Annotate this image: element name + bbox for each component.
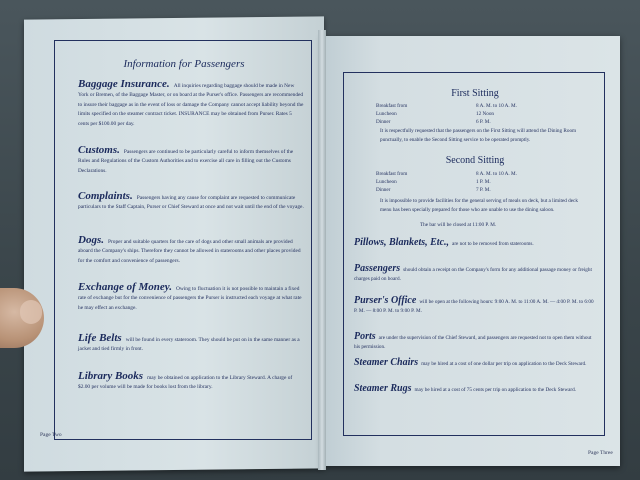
second-sitting-note: It is impossible to provide facilities for the general serving of meals on deck, but a limited deck menu has been specially prepared for those who are unable to use the dining saloon.	[380, 198, 578, 213]
section-baggage-insurance	[78, 80, 304, 129]
section-steamer-rugs	[354, 384, 594, 395]
second-sitting-value: 1 P. M.	[476, 179, 491, 185]
section-text: will be found in every stateroom. They should be put on in the same manner as a jacket and tied firmly in front.	[78, 337, 300, 353]
first-sitting-value: 8 A. M. to 10 A. M.	[476, 103, 517, 109]
section-text: Proper and suitable quarters for the care of dogs and other small animals are provided aboard the Company's ships. Therefore they cannot be allowed in staterooms and other places provided for the comfort and convenience of passengers.	[78, 239, 301, 264]
first-sitting-value: 12 Noon	[476, 111, 495, 117]
section-heading: Baggage Insurance.	[78, 78, 170, 90]
right-page-number: Page Three	[588, 450, 613, 456]
thumbnail-highlight	[20, 300, 42, 324]
section-customs	[78, 146, 304, 176]
section-exchange-of-money	[78, 283, 304, 313]
section-pillows-blankets	[354, 238, 594, 249]
first-sitting-value: 6 P. M.	[476, 119, 491, 125]
section-life-belts	[78, 334, 304, 355]
bar-closing-note: The bar will be closed at 11:00 P. M.	[420, 222, 497, 228]
section-text: are not to be removed from staterooms.	[452, 241, 534, 247]
section-heading: Library Books	[78, 370, 144, 382]
section-heading: Dogs.	[78, 234, 104, 246]
section-heading: Steamer Chairs	[354, 357, 419, 368]
section-heading: Customs.	[78, 144, 120, 156]
first-sitting-label: Breakfast from	[376, 103, 408, 109]
section-library-books	[78, 372, 304, 393]
second-sitting-value: 7 P. M.	[476, 187, 491, 193]
section-text: Passengers are continued to be particularly careful to inform themselves of the Rules and Regulations of the Custom Authorities and to exercise all care in filling out the Customs Declarations.	[78, 149, 294, 174]
section-text: are under the supervision of the Chief Steward, and passengers are requested not to open them without his permission.	[354, 335, 592, 350]
section-pursers-office	[354, 296, 594, 316]
section-text: may be hired at a cost of 75 cents per trip on application to the Deck Steward.	[414, 387, 576, 393]
first-sitting-note: It is respectfully requested that the passengers on the First Sitting will attend the Dining Room punctually, to enable the Second Sitting service to be operated promptly.	[380, 128, 577, 143]
section-dogs	[78, 236, 304, 266]
second-sitting-label: Dinner	[376, 187, 391, 193]
first-sitting-title: First Sitting	[451, 88, 499, 99]
section-text: may be obtained on application to the Library Steward. A charge of $2.00 per volume will be made for books lost from the library.	[78, 375, 293, 391]
second-sitting-label: Breakfast from	[376, 171, 408, 177]
second-sitting-value: 8 A. M. to 10 A. M.	[476, 171, 517, 177]
book-spine	[318, 30, 326, 470]
section-heading: Pillows, Blankets, Etc.,	[354, 237, 450, 248]
section-text: will be open at the following hours: 9:00 A. M. to 11:00 A. M. — 4:00 P. M. to 6:00 P. M. — 8:00 P. M. to 9:00 P. M.	[354, 299, 594, 314]
first-sitting-label: Dinner	[376, 119, 391, 125]
second-sitting-title: Second Sitting	[445, 155, 505, 166]
left-page-number: Page Two	[40, 432, 62, 438]
second-sitting-label: Luncheon	[376, 179, 397, 185]
section-text: should obtain a receipt on the Company's form for any additional passage money or freight charges paid on board.	[354, 267, 592, 282]
section-complaints	[78, 192, 304, 213]
section-heading: Life Belts	[78, 332, 122, 344]
section-heading: Steamer Rugs	[354, 383, 412, 394]
section-heading: Passengers	[354, 263, 401, 274]
section-heading: Ports	[354, 331, 376, 342]
section-text: All inquiries regarding baggage should be made in New York or Bremen, of the Baggage Master, or on board at the Purser's office. Passengers are recommended to insure their baggage as in the event of loss or damage the Company cannot accept liability beyond the limits specified on the steamer contract ticket. INSURANCE may be obtained from Purser. Rates 5 cents per $100.00 per day.	[78, 83, 304, 127]
section-heading: Complaints.	[78, 190, 133, 202]
left-page-title: Information for Passengers	[123, 58, 245, 70]
section-passengers	[354, 264, 594, 284]
section-heading: Purser's Office	[354, 295, 417, 306]
section-text: may be hired at a cost of one dollar per trip on application to the Deck Steward.	[421, 361, 587, 367]
section-steamer-chairs	[354, 358, 594, 369]
first-sitting-label: Luncheon	[376, 111, 397, 117]
section-text: Passengers having any cause for complaint are requested to communicate particulars to the Staff Captain, Purser or Chief Steward at once and not wait until the end of the voyage.	[78, 195, 304, 211]
section-text: Owing to fluctuation it is not possible to maintain a fixed rate of exchange but for the convenience of passengers the Purser is instructed each voyage at what rate he may effect an exchange.	[78, 286, 302, 311]
section-heading: Exchange of Money.	[78, 281, 173, 293]
section-ports	[354, 332, 594, 352]
